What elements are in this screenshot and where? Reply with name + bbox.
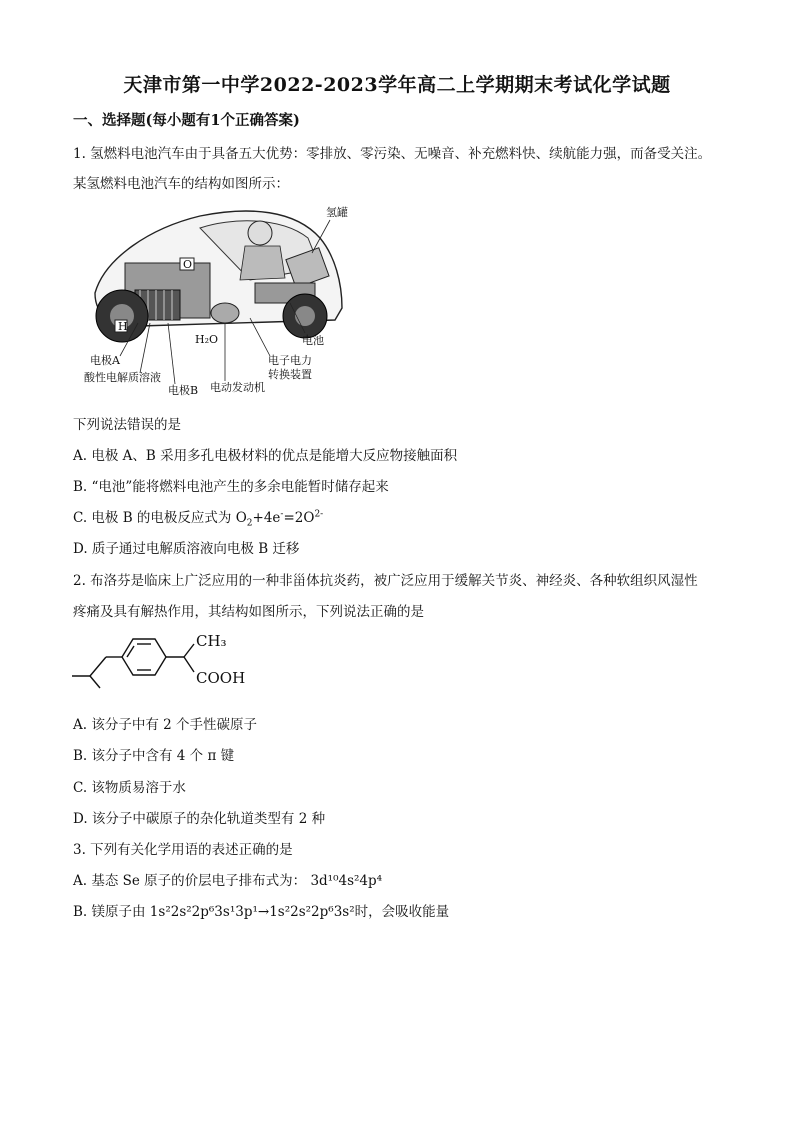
fuel-cell-car-figure xyxy=(80,198,365,403)
label-motor: 电动发动机 xyxy=(210,381,265,394)
label-h2-tank: 氢罐 xyxy=(326,206,348,219)
q1-option-a: A. 电极 A、B 采用多孔电极材料的优点是能增大反应物接触面积 xyxy=(73,448,458,464)
q1-option-c-pre: C. 电极 B 的电极反应式为 O xyxy=(73,510,247,526)
q3-option-a-config: 3d¹⁰4s²4p⁴ xyxy=(310,873,383,889)
q2-option-d: D. 该分子中碳原子的杂化轨道类型有 2 种 xyxy=(73,811,326,827)
q1-text-line1: 1. 氢燃料电池汽车由于具备五大优势：零排放、零污染、无噪音、补充燃料快、续航能力强，而备受关注。 xyxy=(73,146,712,162)
q3-option-b-end: 时，会吸收能量 xyxy=(354,904,450,920)
q2-option-c: C. 该物质易溶于水 xyxy=(73,780,186,796)
ibuprofen-structure-figure xyxy=(68,626,268,698)
q1-option-d: D. 质子通过电解质溶液向电极 B 迁移 xyxy=(73,541,300,557)
q3-option-b-config2: 1s²2s²2p⁶3s² xyxy=(269,904,355,920)
label-electrode-a: 电极A xyxy=(90,354,120,367)
q3-option-b-config1: 1s²2s²2p⁶3s¹3p¹ xyxy=(149,904,258,920)
label-h: H xyxy=(118,320,128,333)
q1-stem: 下列说法错误的是 xyxy=(73,417,181,433)
q3-option-b-pre: B. 镁原子由 xyxy=(73,904,150,920)
driver-body xyxy=(240,246,285,280)
label-electrolyte: 酸性电解质溶液 xyxy=(84,371,161,384)
section-heading: 一、选择题(每小题有1个正确答案) xyxy=(73,112,300,129)
q1-option-c-mid: +4e xyxy=(252,510,281,526)
q2-option-b: B. 该分子中含有 4 个 π 键 xyxy=(73,748,235,764)
q3-text-line1: 3. 下列有关化学用语的表述正确的是 xyxy=(73,842,293,858)
q1-option-c: C. 电极 B 的电极反应式为 $O_2+4e^-=2O^{2-}$ xyxy=(73,509,324,529)
label-converter-line2: 转换装置 xyxy=(268,368,312,381)
page-title: 天津市第一中学2022-2023学年高二上学期期末考试化学试题 xyxy=(123,74,671,96)
q3-option-b-arrow: → xyxy=(257,904,270,920)
electric-motor xyxy=(211,303,239,323)
q3-option-b xyxy=(73,900,449,920)
cooh-label: COOH xyxy=(196,669,246,687)
q1-option-b: B. “电池”能将燃料电池产生的多余电能暂时储存起来 xyxy=(73,479,389,495)
q3-option-a-pre: A. 基态 Se 原子的价层电子排布式为： xyxy=(73,873,307,889)
q3-option-a xyxy=(73,869,382,889)
q2-text-line1: 2. 布洛芬是临床上广泛应用的一种非甾体抗炎药，被广泛应用于缓解关节炎、神经炎、各种软组织风湿性 xyxy=(73,573,698,589)
q2-option-a: A. 该分子中有 2 个手性碳原子 xyxy=(73,717,258,733)
q1-option-c-end: =2O xyxy=(283,510,315,526)
label-h2o: H₂O xyxy=(195,333,219,346)
label-battery: 电池 xyxy=(302,334,324,347)
driver-head xyxy=(248,221,272,245)
label-o2: O xyxy=(183,258,193,271)
label-converter-line1: 电子电力 xyxy=(268,354,312,367)
ch3-label: CH₃ xyxy=(196,632,227,650)
q1-text-line2: 某氢燃料电池汽车的结构如图所示： xyxy=(73,176,289,192)
label-electrode-b: 电极B xyxy=(168,384,199,397)
q2-text-line2: 疼痛及具有解热作用，其结构如图所示，下列说法正确的是 xyxy=(73,604,424,620)
